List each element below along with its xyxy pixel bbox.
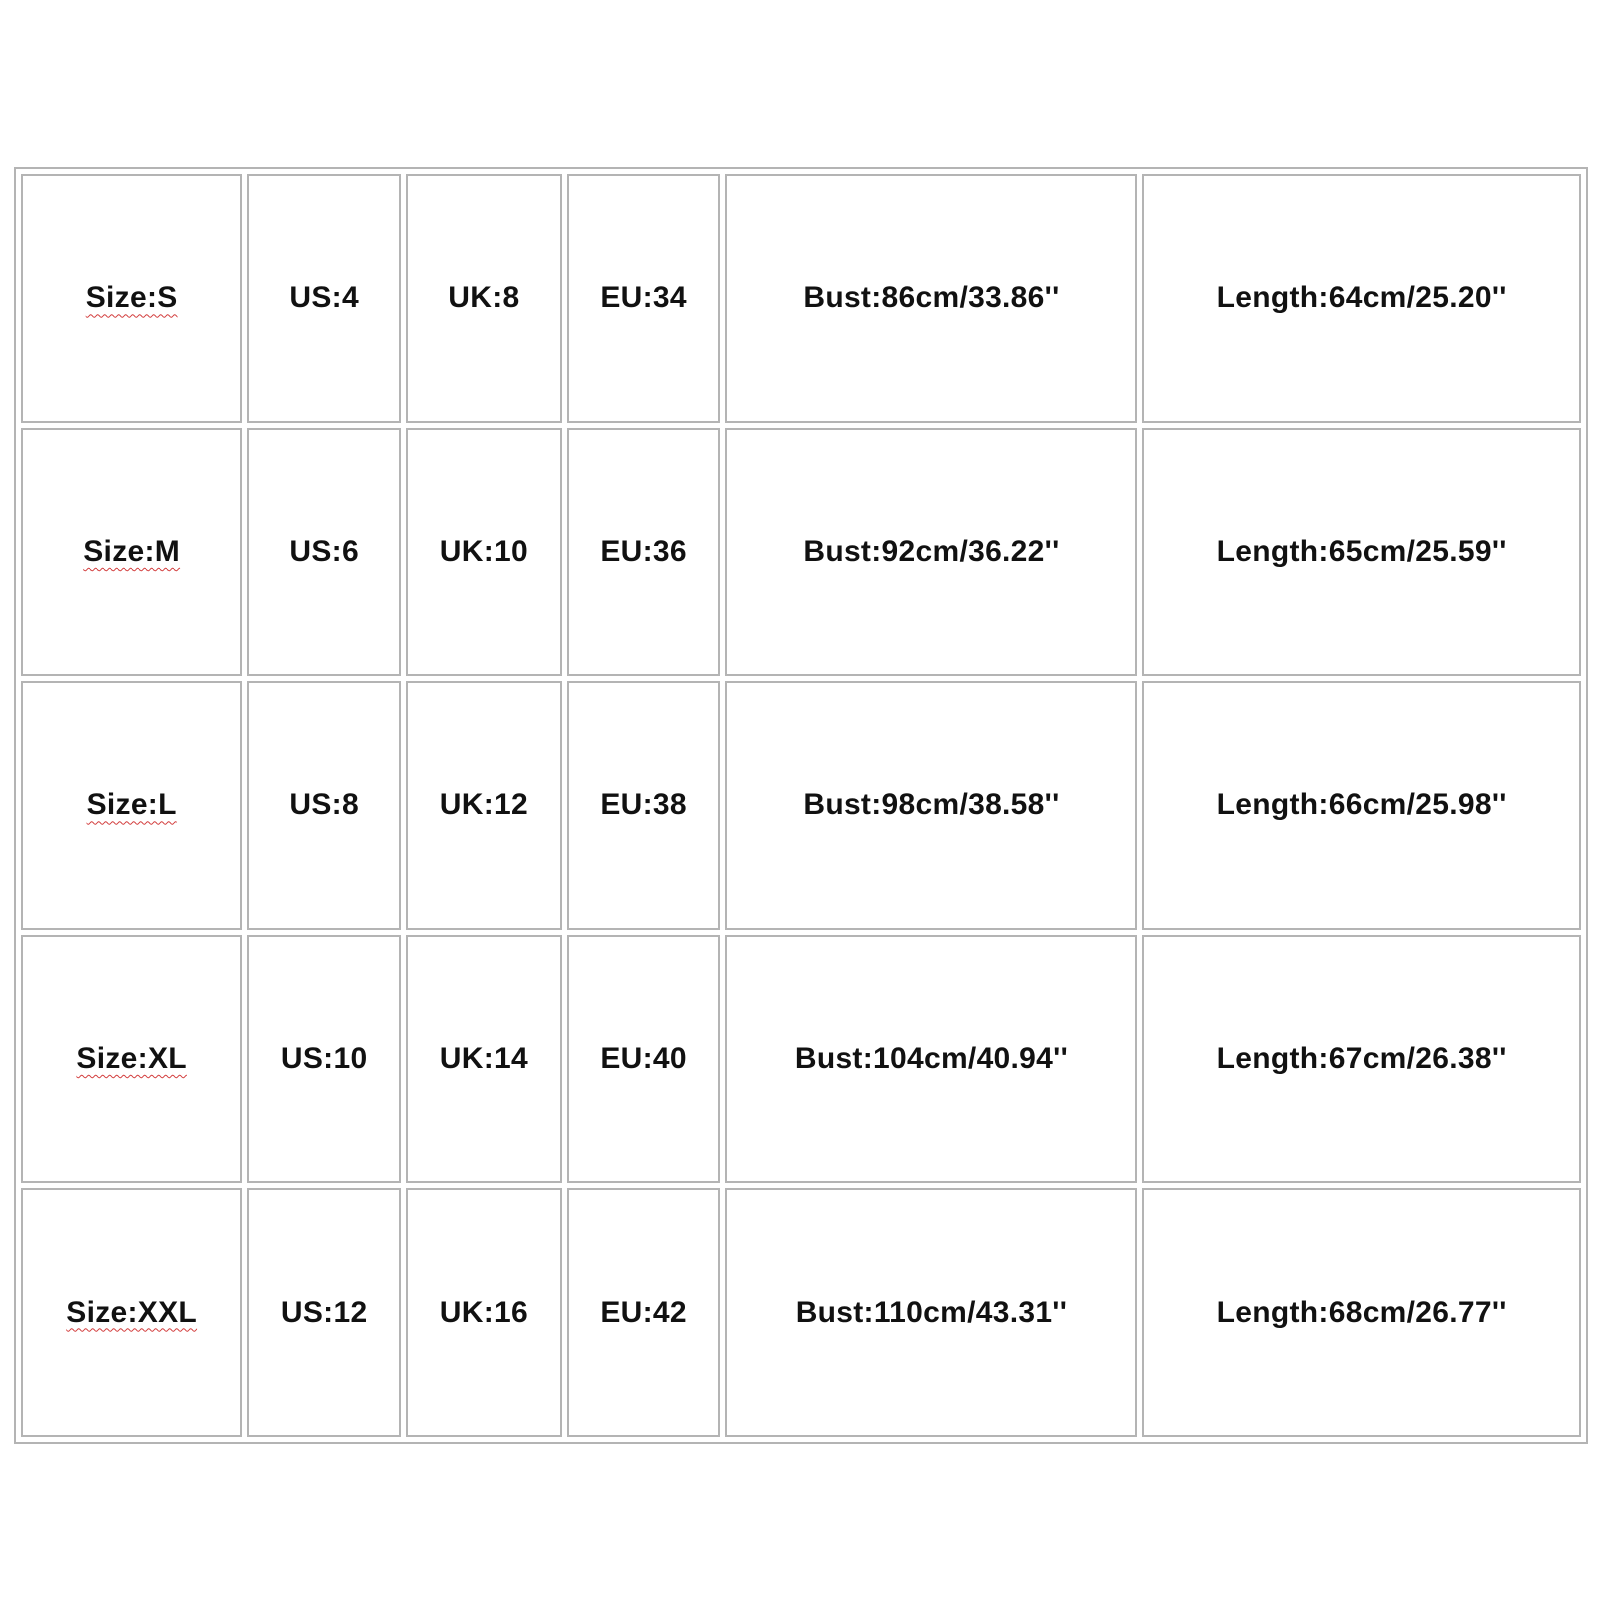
eu-size-cell: EU:42 [567, 1188, 721, 1437]
eu-size-cell: EU:38 [567, 681, 721, 930]
us-size-cell: US:12 [247, 1188, 401, 1437]
eu-size-cell: EU:40 [567, 935, 721, 1184]
size-cell [21, 1188, 242, 1437]
size-cell [21, 935, 242, 1184]
length-cell: Length:65cm/25.59'' [1142, 428, 1581, 677]
size-cell [21, 174, 242, 423]
table-row [21, 1188, 1581, 1437]
bust-cell: Bust:86cm/33.86'' [725, 174, 1137, 423]
bust-cell: Bust:98cm/38.58'' [725, 681, 1137, 930]
length-cell: Length:64cm/25.20'' [1142, 174, 1581, 423]
length-cell: Length:66cm/25.98'' [1142, 681, 1581, 930]
uk-size-cell: UK:8 [406, 174, 562, 423]
bust-cell: Bust:110cm/43.31'' [725, 1188, 1137, 1437]
uk-size-cell: UK:10 [406, 428, 562, 677]
table-row [21, 428, 1581, 677]
size-cell [21, 428, 242, 677]
size-label: Size:L [86, 788, 177, 822]
us-size-cell: US:4 [247, 174, 401, 423]
table-row [21, 935, 1581, 1184]
table-row [21, 681, 1581, 930]
bust-cell: Bust:92cm/36.22'' [725, 428, 1137, 677]
us-size-cell: US:10 [247, 935, 401, 1184]
length-cell: Length:68cm/26.77'' [1142, 1188, 1581, 1437]
size-label: Size:XXL [66, 1295, 198, 1329]
size-cell [21, 681, 242, 930]
eu-size-cell: EU:34 [567, 174, 721, 423]
table-row [21, 174, 1581, 423]
uk-size-cell: UK:12 [406, 681, 562, 930]
size-label: Size:M [83, 534, 181, 568]
eu-size-cell: EU:36 [567, 428, 721, 677]
uk-size-cell: UK:14 [406, 935, 562, 1184]
length-cell: Length:67cm/26.38'' [1142, 935, 1581, 1184]
size-chart-table [14, 167, 1588, 1444]
us-size-cell: US:6 [247, 428, 401, 677]
size-label: Size:S [85, 281, 178, 315]
size-label: Size:XL [76, 1042, 187, 1076]
uk-size-cell: UK:16 [406, 1188, 562, 1437]
bust-cell: Bust:104cm/40.94'' [725, 935, 1137, 1184]
us-size-cell: US:8 [247, 681, 401, 930]
